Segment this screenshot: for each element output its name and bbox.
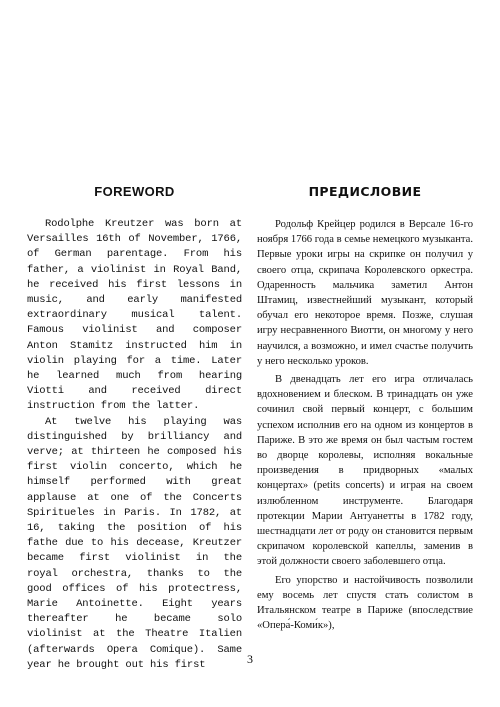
english-column <box>27 184 242 673</box>
english-paragraph-2: At twelve his playing was distinguished by brilliancy and verve; at thirteen he composed his first violin concerto, which he himself performed with great applause at one of the Concerts Spirituеles in Paris. In 1782, at 16, taking the position of his fathe due to his decease, Kreutzer became first violinist in the royal orchestra, thanks to the good offices of his protectress, Marie Antoinette. Eight years thereafter he became solo violinist at the Theatre Italien (afterwards Opera Comique). Same year he brought out his first <box>27 415 242 671</box>
russian-paragraph-3: Его упорство и настойчивость позволили ему восемь лет спустя стать солистом в Итальянском театре в Париже (впоследствие «Опера́-Коми́к»), <box>257 574 473 632</box>
russian-heading: ПРЕДИСЛОВИЕ <box>308 184 422 199</box>
page-number: 3 <box>247 652 253 666</box>
russian-paragraph-2: В двенадцать лет его игра отличалась вдохновением и блеском. В тринадцать он уже сочинил свой первый концерт, с большим успехом исполнив его на одном из концертов в Париже. В это же время он был частым гостем во дворце королевы, исполняя вокальные произведения в придворных «малых концертах» (petits concerts) и играя на своем излюбленном инструменте. Благодаря протекции Марии Антуанетты в 1782 году, шестнадцати лет от роду он становится первым скрипачом королевской капеллы, заменив в этой должности своего заболевшего отца. <box>257 374 473 568</box>
russian-paragraph-1: Родольф Крейцер родился в Версале 16-го ноября 1766 года в семье немецкого музыканта. Первые уроки игры на скрипке он получил у своего отца, скрипача Королевского оркестра. Одаренность мальчика заметил Антон Штамиц, известнейший музыкант, который обучал его некоторое время. Позже, слушая игру несравненного Виотти, он многому у него научился, а возможно, и имел счастье получить у него несколько уроков. <box>257 219 473 367</box>
english-heading: FOREWORD <box>94 184 175 199</box>
english-paragraph-1: Rodolphe Kreutzer was born at Versailles 16th of November, 1766, of German parentage. From his father, a violinist in Royal Band, he received his first lessons in music, and early manifested extraordinary musical talent. Famous violinist and composer Anton Stamitz instructed him in violin playing for a time. Later he learned much from hearing Viotti and received direct instruction from the latter. <box>27 218 242 413</box>
russian-column <box>257 184 473 633</box>
